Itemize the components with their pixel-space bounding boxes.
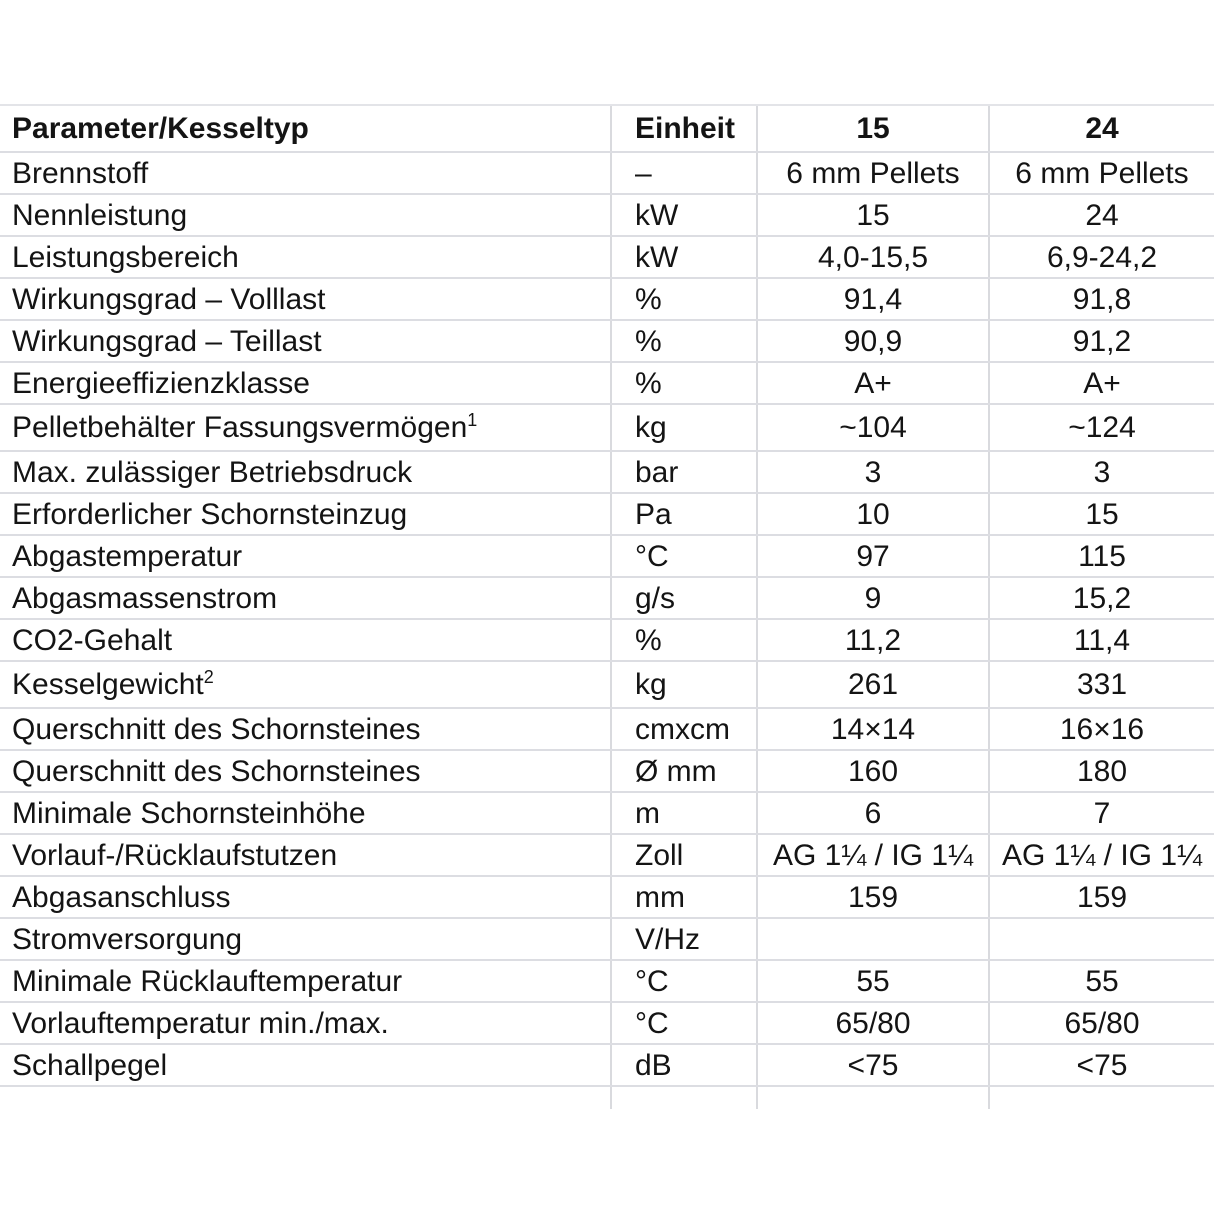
spec-table-body — [0, 152, 1214, 1086]
value-cell-24: 115 — [989, 535, 1214, 577]
value-cell-24: 24 — [989, 194, 1214, 236]
table-row — [0, 1044, 1214, 1086]
value-cell-15: 9 — [757, 577, 989, 619]
value-cell-15: 11,2 — [757, 619, 989, 661]
value-cell-15: 6 mm Pellets — [757, 152, 989, 194]
table-row — [0, 236, 1214, 278]
value-cell-24: ~124 — [989, 404, 1214, 451]
table-row — [0, 278, 1214, 320]
unit-cell: kg — [611, 661, 757, 708]
unit-cell: mm — [611, 876, 757, 918]
table-row — [0, 1002, 1214, 1044]
empty-cell — [757, 1086, 989, 1109]
unit-cell: m — [611, 792, 757, 834]
unit-cell: dB — [611, 1044, 757, 1086]
value-cell-24: 3 — [989, 451, 1214, 493]
value-cell-24: AG 1¼ / IG 1¼ — [989, 834, 1214, 876]
parameter-cell: Abgasmassenstrom — [0, 577, 611, 619]
unit-cell: Ø mm — [611, 750, 757, 792]
value-cell-24: 6 mm Pellets — [989, 152, 1214, 194]
unit-cell: – — [611, 152, 757, 194]
parameter-cell: Vorlauftemperatur min./max. — [0, 1002, 611, 1044]
value-cell-15: AG 1¼ / IG 1¼ — [757, 834, 989, 876]
value-cell-24: 91,2 — [989, 320, 1214, 362]
table-row — [0, 362, 1214, 404]
parameter-cell: Kesselgewicht$^2$ — [0, 661, 611, 708]
parameter-cell: Querschnitt des Schornsteines — [0, 708, 611, 750]
table-row — [0, 535, 1214, 577]
header-model-15: 15 — [757, 105, 989, 152]
table-row — [0, 451, 1214, 493]
unit-cell: Zoll — [611, 834, 757, 876]
value-cell-15: <75 — [757, 1044, 989, 1086]
unit-cell: % — [611, 362, 757, 404]
value-cell-15: 14×14 — [757, 708, 989, 750]
parameter-cell: Brennstoff — [0, 152, 611, 194]
table-row — [0, 708, 1214, 750]
parameter-cell: Abgasanschluss — [0, 876, 611, 918]
header-row — [0, 105, 1214, 152]
table-row — [0, 493, 1214, 535]
unit-cell: % — [611, 619, 757, 661]
value-cell-24: 11,4 — [989, 619, 1214, 661]
table-row — [0, 960, 1214, 1002]
value-cell-24: A+ — [989, 362, 1214, 404]
empty-cell — [989, 1086, 1214, 1109]
value-cell-24: 7 — [989, 792, 1214, 834]
unit-cell: kg — [611, 404, 757, 451]
unit-cell: °C — [611, 535, 757, 577]
table-row — [0, 404, 1214, 451]
parameter-cell: Leistungsbereich — [0, 236, 611, 278]
value-cell-15: 55 — [757, 960, 989, 1002]
value-cell-24 — [989, 918, 1214, 960]
value-cell-24: 180 — [989, 750, 1214, 792]
parameter-cell: Pelletbehälter Fassungsvermögen$^1$ — [0, 404, 611, 451]
empty-partial-row — [0, 1086, 1214, 1109]
unit-cell: V/Hz — [611, 918, 757, 960]
parameter-cell: Wirkungsgrad – Teillast — [0, 320, 611, 362]
value-cell-24: 65/80 — [989, 1002, 1214, 1044]
unit-cell: kW — [611, 236, 757, 278]
table-row — [0, 661, 1214, 708]
parameter-cell: Max. zulässiger Betriebsdruck — [0, 451, 611, 493]
footnote-marker: 1 — [467, 410, 478, 430]
parameter-cell: Energieeffizienzklasse — [0, 362, 611, 404]
parameter-cell: Erforderlicher Schornsteinzug — [0, 493, 611, 535]
header-parameter-kesseltyp: Parameter/Kesseltyp — [0, 105, 611, 152]
value-cell-15: 10 — [757, 493, 989, 535]
value-cell-24: 15 — [989, 493, 1214, 535]
value-cell-24: 91,8 — [989, 278, 1214, 320]
value-cell-24: 159 — [989, 876, 1214, 918]
unit-cell: % — [611, 320, 757, 362]
unit-cell: cmxcm — [611, 708, 757, 750]
header-model-24: 24 — [989, 105, 1214, 152]
parameter-cell: Abgastemperatur — [0, 535, 611, 577]
value-cell-15: 15 — [757, 194, 989, 236]
footnote-marker: 2 — [203, 667, 214, 687]
empty-cell — [611, 1086, 757, 1109]
unit-cell: °C — [611, 960, 757, 1002]
table-row — [0, 320, 1214, 362]
value-cell-24: 16×16 — [989, 708, 1214, 750]
unit-cell: g/s — [611, 577, 757, 619]
table-row — [0, 834, 1214, 876]
boiler-spec-table — [0, 104, 1214, 1109]
value-cell-15: 261 — [757, 661, 989, 708]
value-cell-15: 6 — [757, 792, 989, 834]
unit-cell: bar — [611, 451, 757, 493]
value-cell-15: 65/80 — [757, 1002, 989, 1044]
value-cell-15: ~104 — [757, 404, 989, 451]
parameter-cell: Nennleistung — [0, 194, 611, 236]
parameter-cell: Vorlauf-/Rücklaufstutzen — [0, 834, 611, 876]
table-row — [0, 577, 1214, 619]
value-cell-15: 159 — [757, 876, 989, 918]
parameter-cell: Minimale Schornsteinhöhe — [0, 792, 611, 834]
table-row — [0, 876, 1214, 918]
unit-cell: °C — [611, 1002, 757, 1044]
value-cell-24: 55 — [989, 960, 1214, 1002]
parameter-cell: Minimale Rücklauftemperatur — [0, 960, 611, 1002]
unit-cell: % — [611, 278, 757, 320]
empty-cell — [0, 1086, 611, 1109]
value-cell-15 — [757, 918, 989, 960]
header-einheit: Einheit — [611, 105, 757, 152]
value-cell-15: A+ — [757, 362, 989, 404]
parameter-cell: CO2-Gehalt — [0, 619, 611, 661]
value-cell-24: 331 — [989, 661, 1214, 708]
table-row — [0, 619, 1214, 661]
value-cell-15: 4,0-15,5 — [757, 236, 989, 278]
value-cell-15: 160 — [757, 750, 989, 792]
parameter-cell: Schallpegel — [0, 1044, 611, 1086]
table-row — [0, 750, 1214, 792]
table-row — [0, 194, 1214, 236]
value-cell-15: 3 — [757, 451, 989, 493]
unit-cell: Pa — [611, 493, 757, 535]
table-row — [0, 792, 1214, 834]
parameter-cell: Wirkungsgrad – Volllast — [0, 278, 611, 320]
value-cell-15: 90,9 — [757, 320, 989, 362]
value-cell-24: <75 — [989, 1044, 1214, 1086]
value-cell-24: 15,2 — [989, 577, 1214, 619]
parameter-cell: Querschnitt des Schornsteines — [0, 750, 611, 792]
table-row — [0, 918, 1214, 960]
table-row — [0, 152, 1214, 194]
value-cell-15: 91,4 — [757, 278, 989, 320]
parameter-cell: Stromversorgung — [0, 918, 611, 960]
value-cell-15: 97 — [757, 535, 989, 577]
unit-cell: kW — [611, 194, 757, 236]
value-cell-24: 6,9-24,2 — [989, 236, 1214, 278]
